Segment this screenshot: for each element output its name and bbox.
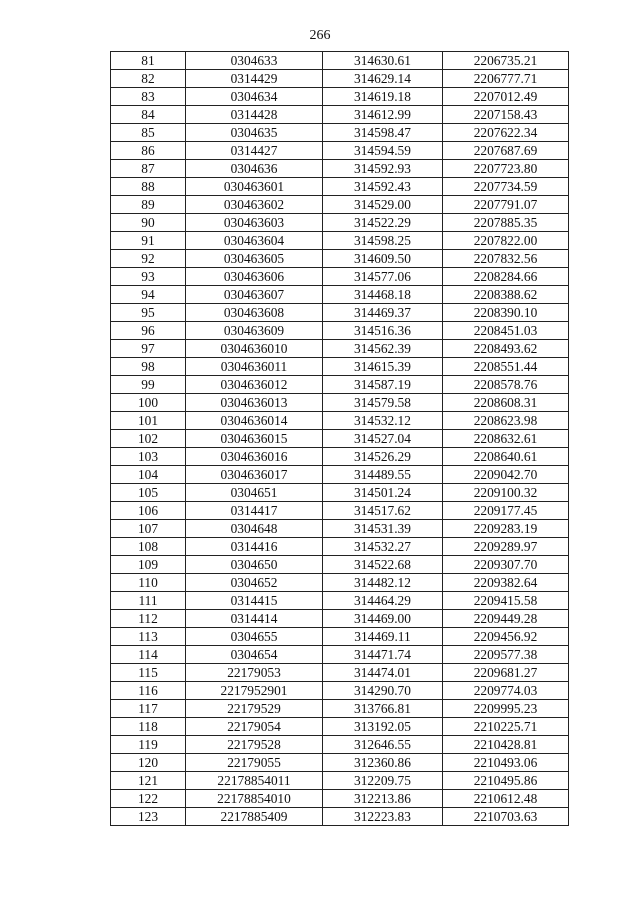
table-row	[111, 790, 569, 808]
x-coordinate-cell: 314592.93	[323, 160, 443, 178]
x-coordinate-cell: 314522.68	[323, 556, 443, 574]
table-row	[111, 736, 569, 754]
row-number-cell: 99	[111, 376, 186, 394]
y-coordinate-cell: 2210428.81	[443, 736, 569, 754]
table-row	[111, 358, 569, 376]
y-coordinate-cell: 2209042.70	[443, 466, 569, 484]
table-row	[111, 178, 569, 196]
table-row	[111, 772, 569, 790]
table-row	[111, 448, 569, 466]
row-number-cell: 113	[111, 628, 186, 646]
table-row	[111, 520, 569, 538]
table-row	[111, 538, 569, 556]
x-coordinate-cell: 314471.74	[323, 646, 443, 664]
point-id-cell: 030463606	[186, 268, 323, 286]
point-id-cell: 030463603	[186, 214, 323, 232]
row-number-cell: 114	[111, 646, 186, 664]
point-id-cell: 0314427	[186, 142, 323, 160]
table-row	[111, 250, 569, 268]
row-number-cell: 96	[111, 322, 186, 340]
y-coordinate-cell: 2207822.00	[443, 232, 569, 250]
x-coordinate-cell: 314469.11	[323, 628, 443, 646]
row-number-cell: 104	[111, 466, 186, 484]
point-id-cell: 0314428	[186, 106, 323, 124]
x-coordinate-cell: 314522.29	[323, 214, 443, 232]
y-coordinate-cell: 2209774.03	[443, 682, 569, 700]
table-row	[111, 700, 569, 718]
row-number-cell: 97	[111, 340, 186, 358]
point-id-cell: 0304636012	[186, 376, 323, 394]
x-coordinate-cell: 314529.00	[323, 196, 443, 214]
row-number-cell: 101	[111, 412, 186, 430]
x-coordinate-cell: 314609.50	[323, 250, 443, 268]
row-number-cell: 85	[111, 124, 186, 142]
x-coordinate-cell: 314587.19	[323, 376, 443, 394]
x-coordinate-cell: 314630.61	[323, 52, 443, 70]
x-coordinate-cell: 314532.12	[323, 412, 443, 430]
point-id-cell: 0304652	[186, 574, 323, 592]
row-number-cell: 119	[111, 736, 186, 754]
point-id-cell: 030463609	[186, 322, 323, 340]
x-coordinate-cell: 314598.47	[323, 124, 443, 142]
y-coordinate-cell: 2207832.56	[443, 250, 569, 268]
row-number-cell: 110	[111, 574, 186, 592]
x-coordinate-cell: 314474.01	[323, 664, 443, 682]
table-body	[111, 52, 569, 826]
y-coordinate-cell: 2210495.86	[443, 772, 569, 790]
row-number-cell: 90	[111, 214, 186, 232]
row-number-cell: 87	[111, 160, 186, 178]
row-number-cell: 88	[111, 178, 186, 196]
x-coordinate-cell: 313766.81	[323, 700, 443, 718]
y-coordinate-cell: 2207158.43	[443, 106, 569, 124]
x-coordinate-cell: 312360.86	[323, 754, 443, 772]
y-coordinate-cell: 2206735.21	[443, 52, 569, 70]
y-coordinate-cell: 2209289.97	[443, 538, 569, 556]
x-coordinate-cell: 314532.27	[323, 538, 443, 556]
x-coordinate-cell: 314469.37	[323, 304, 443, 322]
point-id-cell: 22178854011	[186, 772, 323, 790]
point-id-cell: 22179053	[186, 664, 323, 682]
x-coordinate-cell: 314527.04	[323, 430, 443, 448]
y-coordinate-cell: 2209577.38	[443, 646, 569, 664]
coordinates-table	[110, 51, 569, 826]
table-row	[111, 502, 569, 520]
point-id-cell: 22179055	[186, 754, 323, 772]
y-coordinate-cell: 2207734.59	[443, 178, 569, 196]
point-id-cell: 0304651	[186, 484, 323, 502]
table-row	[111, 664, 569, 682]
table-row	[111, 304, 569, 322]
table-row	[111, 88, 569, 106]
row-number-cell: 92	[111, 250, 186, 268]
point-id-cell: 0304650	[186, 556, 323, 574]
point-id-cell: 030463608	[186, 304, 323, 322]
x-coordinate-cell: 314629.14	[323, 70, 443, 88]
table-row	[111, 70, 569, 88]
table-row	[111, 160, 569, 178]
point-id-cell: 0304636017	[186, 466, 323, 484]
y-coordinate-cell: 2210612.48	[443, 790, 569, 808]
point-id-cell: 0314415	[186, 592, 323, 610]
y-coordinate-cell: 2209681.27	[443, 664, 569, 682]
y-coordinate-cell: 2209307.70	[443, 556, 569, 574]
table-row	[111, 376, 569, 394]
table-row	[111, 628, 569, 646]
y-coordinate-cell: 2207885.35	[443, 214, 569, 232]
y-coordinate-cell: 2208451.03	[443, 322, 569, 340]
table-row	[111, 412, 569, 430]
table-row	[111, 610, 569, 628]
table-row	[111, 124, 569, 142]
x-coordinate-cell: 312646.55	[323, 736, 443, 754]
row-number-cell: 117	[111, 700, 186, 718]
table-row	[111, 754, 569, 772]
x-coordinate-cell: 314482.12	[323, 574, 443, 592]
x-coordinate-cell: 314594.59	[323, 142, 443, 160]
row-number-cell: 83	[111, 88, 186, 106]
table-row	[111, 394, 569, 412]
row-number-cell: 98	[111, 358, 186, 376]
row-number-cell: 105	[111, 484, 186, 502]
x-coordinate-cell: 313192.05	[323, 718, 443, 736]
x-coordinate-cell: 314577.06	[323, 268, 443, 286]
table-row	[111, 106, 569, 124]
x-coordinate-cell: 314517.62	[323, 502, 443, 520]
point-id-cell: 0314429	[186, 70, 323, 88]
y-coordinate-cell: 2209995.23	[443, 700, 569, 718]
y-coordinate-cell: 2208640.61	[443, 448, 569, 466]
x-coordinate-cell: 312213.86	[323, 790, 443, 808]
y-coordinate-cell: 2208632.61	[443, 430, 569, 448]
row-number-cell: 95	[111, 304, 186, 322]
y-coordinate-cell: 2209415.58	[443, 592, 569, 610]
y-coordinate-cell: 2210225.71	[443, 718, 569, 736]
point-id-cell: 0304636014	[186, 412, 323, 430]
point-id-cell: 0314417	[186, 502, 323, 520]
row-number-cell: 109	[111, 556, 186, 574]
y-coordinate-cell: 2208623.98	[443, 412, 569, 430]
row-number-cell: 91	[111, 232, 186, 250]
x-coordinate-cell: 314501.24	[323, 484, 443, 502]
row-number-cell: 112	[111, 610, 186, 628]
y-coordinate-cell: 2208493.62	[443, 340, 569, 358]
point-id-cell: 0304655	[186, 628, 323, 646]
x-coordinate-cell: 314468.18	[323, 286, 443, 304]
row-number-cell: 120	[111, 754, 186, 772]
table-row	[111, 430, 569, 448]
point-id-cell: 0314414	[186, 610, 323, 628]
point-id-cell: 0304636011	[186, 358, 323, 376]
point-id-cell: 030463607	[186, 286, 323, 304]
point-id-cell: 0304648	[186, 520, 323, 538]
table-row	[111, 718, 569, 736]
point-id-cell: 0304633	[186, 52, 323, 70]
row-number-cell: 111	[111, 592, 186, 610]
row-number-cell: 108	[111, 538, 186, 556]
x-coordinate-cell: 314579.58	[323, 394, 443, 412]
x-coordinate-cell: 314531.39	[323, 520, 443, 538]
point-id-cell: 22179528	[186, 736, 323, 754]
x-coordinate-cell: 314464.29	[323, 592, 443, 610]
point-id-cell: 030463602	[186, 196, 323, 214]
x-coordinate-cell: 314469.00	[323, 610, 443, 628]
y-coordinate-cell: 2209177.45	[443, 502, 569, 520]
row-number-cell: 102	[111, 430, 186, 448]
table-row	[111, 340, 569, 358]
point-id-cell: 0314416	[186, 538, 323, 556]
point-id-cell: 22178854010	[186, 790, 323, 808]
y-coordinate-cell: 2208608.31	[443, 394, 569, 412]
row-number-cell: 93	[111, 268, 186, 286]
table-row	[111, 484, 569, 502]
y-coordinate-cell: 2210703.63	[443, 808, 569, 826]
point-id-cell: 0304654	[186, 646, 323, 664]
x-coordinate-cell: 312223.83	[323, 808, 443, 826]
x-coordinate-cell: 314615.39	[323, 358, 443, 376]
point-id-cell: 0304636010	[186, 340, 323, 358]
point-id-cell: 22179529	[186, 700, 323, 718]
point-id-cell: 0304636	[186, 160, 323, 178]
point-id-cell: 0304634	[186, 88, 323, 106]
row-number-cell: 106	[111, 502, 186, 520]
point-id-cell: 030463605	[186, 250, 323, 268]
y-coordinate-cell: 2209283.19	[443, 520, 569, 538]
y-coordinate-cell: 2208578.76	[443, 376, 569, 394]
y-coordinate-cell: 2207723.80	[443, 160, 569, 178]
table-row	[111, 322, 569, 340]
point-id-cell: 22179054	[186, 718, 323, 736]
row-number-cell: 94	[111, 286, 186, 304]
row-number-cell: 121	[111, 772, 186, 790]
y-coordinate-cell: 2208284.66	[443, 268, 569, 286]
point-id-cell: 2217952901	[186, 682, 323, 700]
table-row	[111, 574, 569, 592]
row-number-cell: 123	[111, 808, 186, 826]
table-row	[111, 286, 569, 304]
row-number-cell: 84	[111, 106, 186, 124]
y-coordinate-cell: 2207622.34	[443, 124, 569, 142]
table-row	[111, 214, 569, 232]
y-coordinate-cell: 2206777.71	[443, 70, 569, 88]
point-id-cell: 0304636016	[186, 448, 323, 466]
y-coordinate-cell: 2208551.44	[443, 358, 569, 376]
y-coordinate-cell: 2207012.49	[443, 88, 569, 106]
y-coordinate-cell: 2208390.10	[443, 304, 569, 322]
y-coordinate-cell: 2209382.64	[443, 574, 569, 592]
row-number-cell: 122	[111, 790, 186, 808]
y-coordinate-cell: 2208388.62	[443, 286, 569, 304]
y-coordinate-cell: 2207791.07	[443, 196, 569, 214]
row-number-cell: 107	[111, 520, 186, 538]
table-row	[111, 682, 569, 700]
y-coordinate-cell: 2209456.92	[443, 628, 569, 646]
row-number-cell: 86	[111, 142, 186, 160]
row-number-cell: 118	[111, 718, 186, 736]
point-id-cell: 0304635	[186, 124, 323, 142]
row-number-cell: 81	[111, 52, 186, 70]
point-id-cell: 030463601	[186, 178, 323, 196]
table-row	[111, 142, 569, 160]
row-number-cell: 100	[111, 394, 186, 412]
row-number-cell: 89	[111, 196, 186, 214]
table-row	[111, 556, 569, 574]
x-coordinate-cell: 314290.70	[323, 682, 443, 700]
table-row	[111, 232, 569, 250]
point-id-cell: 0304636015	[186, 430, 323, 448]
row-number-cell: 103	[111, 448, 186, 466]
row-number-cell: 82	[111, 70, 186, 88]
x-coordinate-cell: 314489.55	[323, 466, 443, 484]
x-coordinate-cell: 314526.29	[323, 448, 443, 466]
table-row	[111, 466, 569, 484]
y-coordinate-cell: 2209100.32	[443, 484, 569, 502]
point-id-cell: 0304636013	[186, 394, 323, 412]
point-id-cell: 2217885409	[186, 808, 323, 826]
x-coordinate-cell: 314562.39	[323, 340, 443, 358]
x-coordinate-cell: 314592.43	[323, 178, 443, 196]
table-row	[111, 808, 569, 826]
y-coordinate-cell: 2210493.06	[443, 754, 569, 772]
table-row	[111, 646, 569, 664]
x-coordinate-cell: 314598.25	[323, 232, 443, 250]
point-id-cell: 030463604	[186, 232, 323, 250]
x-coordinate-cell: 314619.18	[323, 88, 443, 106]
x-coordinate-cell: 314612.99	[323, 106, 443, 124]
table-row	[111, 52, 569, 70]
table-row	[111, 268, 569, 286]
x-coordinate-cell: 312209.75	[323, 772, 443, 790]
row-number-cell: 116	[111, 682, 186, 700]
y-coordinate-cell: 2209449.28	[443, 610, 569, 628]
x-coordinate-cell: 314516.36	[323, 322, 443, 340]
y-coordinate-cell: 2207687.69	[443, 142, 569, 160]
row-number-cell: 115	[111, 664, 186, 682]
page-number: 266	[309, 28, 331, 43]
table-row	[111, 592, 569, 610]
table-row	[111, 196, 569, 214]
